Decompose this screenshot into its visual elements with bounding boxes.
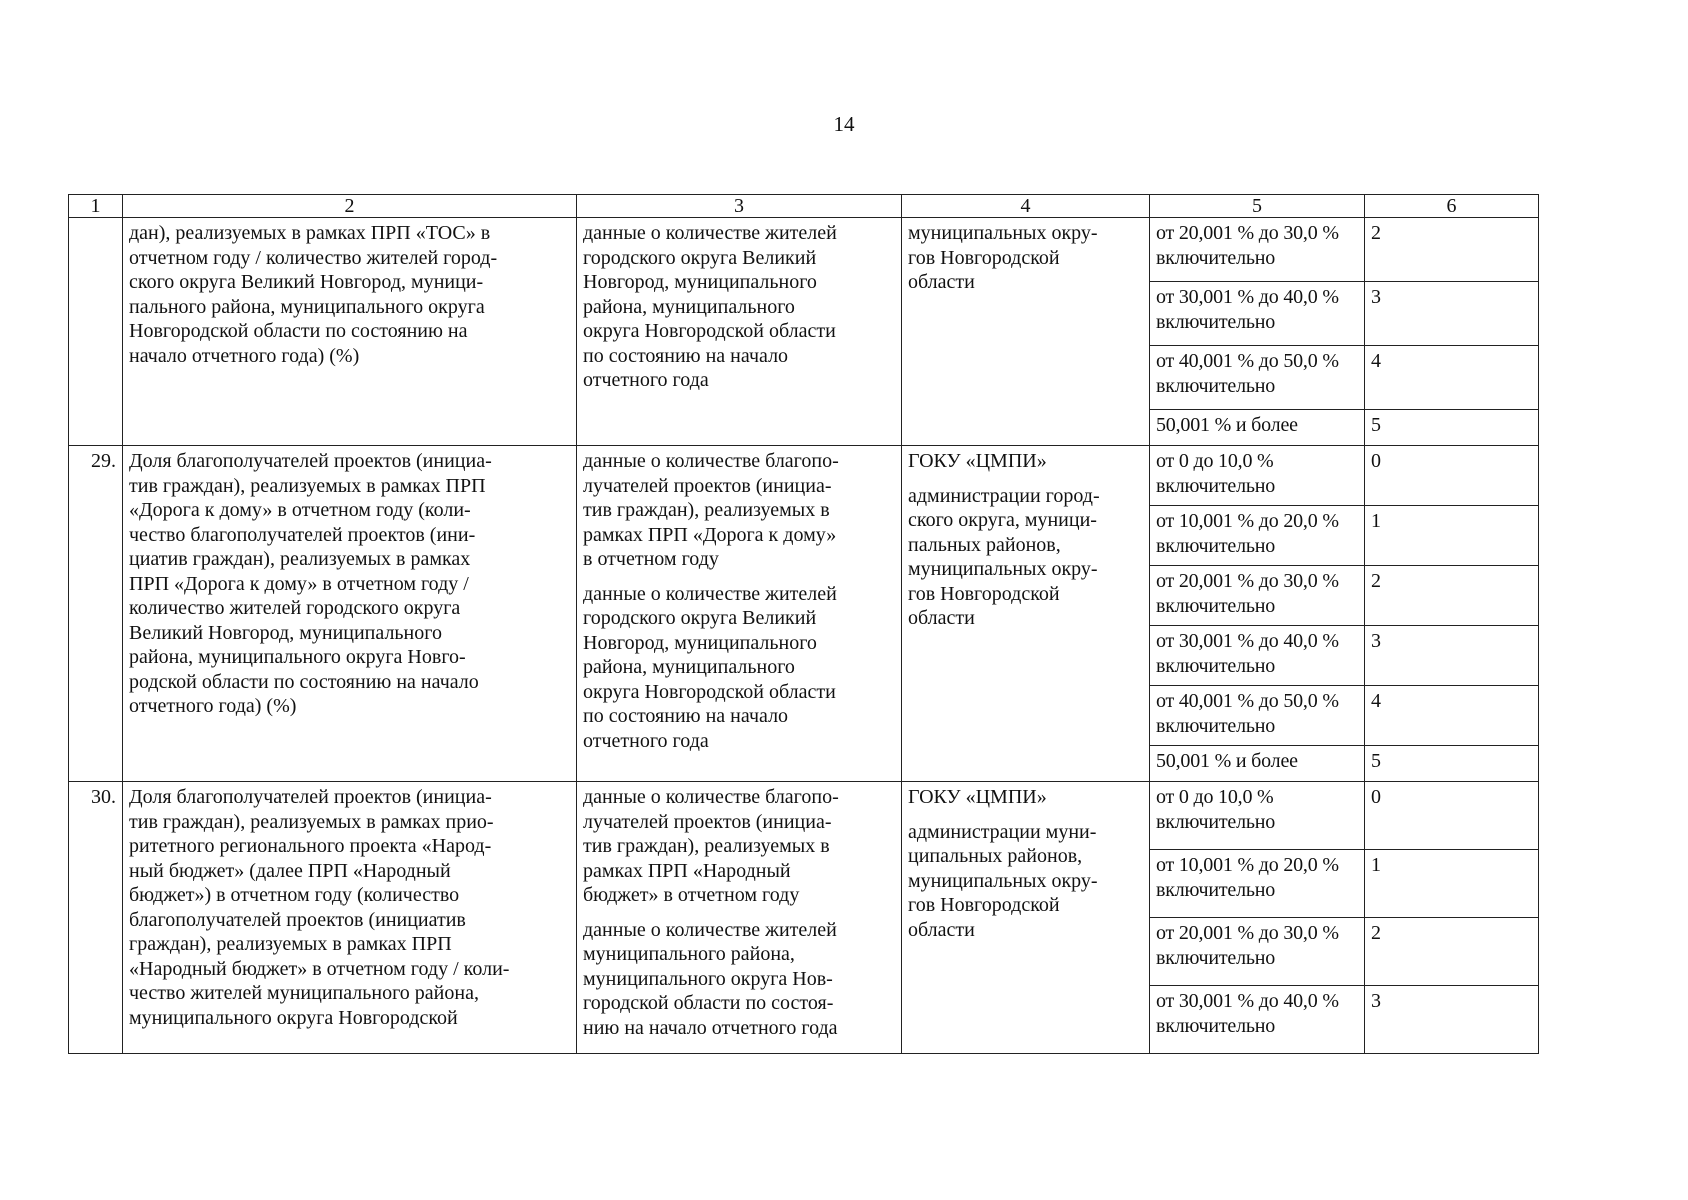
score-value: 4: [1365, 346, 1539, 410]
criteria-table: [68, 194, 1539, 1054]
responsible-body: [902, 782, 1150, 1054]
score-value: 4: [1365, 686, 1539, 746]
value-range: от 10,001 % до 20,0 % включительно: [1150, 506, 1365, 566]
row-number: 30.: [69, 782, 123, 1054]
row-number: 29.: [69, 446, 123, 782]
score-value: 2: [1365, 218, 1539, 282]
data-source: [577, 782, 902, 1054]
value-range: от 20,001 % до 30,0 % включительно: [1150, 918, 1365, 986]
responsible-paragraph: администрации город- ского округа, муници- пальных районов, муниципальных окру- гов Новгородской области: [908, 484, 1100, 629]
indicator-description: Доля благополучателей проектов (инициа- тив граждан), реализуемых в рамках ПРП «Дорога к дому» в отчетном году (коли- чество благополучателей проектов (ини- циатив граждан), реализуемых в рамках ПРП «Дорога к дому» в отчетном году / количество жителей городского округа Великий Новгород, муниципального района, муниципального округа Новго- родской области по состоянию на начало отчетного года) (%): [123, 446, 577, 782]
data-source-paragraph: данные о количестве благопо- лучателей проектов (инициа- тив граждан), реализуемых в рамках ПРП «Дорога к дому» в отчетном году: [583, 450, 839, 570]
value-range: 50,001 % и более: [1150, 410, 1365, 446]
score-value: 5: [1365, 410, 1539, 446]
value-range: от 20,001 % до 30,0 % включительно: [1150, 218, 1365, 282]
value-range: от 30,001 % до 40,0 % включительно: [1150, 626, 1365, 686]
table-header: [69, 195, 1539, 218]
value-range: от 40,001 % до 50,0 % включительно: [1150, 686, 1365, 746]
table-row: [69, 218, 1539, 282]
score-value: 5: [1365, 746, 1539, 782]
responsible-paragraph: муниципальных окру- гов Новгородской области: [908, 222, 1098, 293]
responsible-paragraph: ГОКУ «ЦМПИ»: [908, 786, 1047, 808]
score-value: 0: [1365, 782, 1539, 850]
value-range: от 0 до 10,0 % включительно: [1150, 782, 1365, 850]
column-header-2: 2: [123, 195, 577, 218]
column-header-1: 1: [69, 195, 123, 218]
score-value: 2: [1365, 918, 1539, 986]
score-value: 3: [1365, 282, 1539, 346]
responsible-paragraph: администрации муни- ципальных районов, муниципальных окру- гов Новгородской области: [908, 820, 1098, 941]
value-range: от 0 до 10,0 % включительно: [1150, 446, 1365, 506]
responsible-body: [902, 446, 1150, 782]
table-row: [69, 446, 1539, 506]
table-row: [69, 782, 1539, 850]
score-value: 3: [1365, 986, 1539, 1054]
value-range: 50,001 % и более: [1150, 746, 1365, 782]
value-range: от 40,001 % до 50,0 % включительно: [1150, 346, 1365, 410]
data-source: [577, 218, 902, 446]
data-source: [577, 446, 902, 782]
score-value: 1: [1365, 850, 1539, 918]
responsible-paragraph: ГОКУ «ЦМПИ»: [908, 450, 1047, 472]
score-value: 3: [1365, 626, 1539, 686]
data-source-paragraph: данные о количестве жителей муниципального района, муниципального округа Нов- городской области по состоя- нию на начало отчетного года: [583, 918, 838, 1039]
column-header-3: 3: [577, 195, 902, 218]
page-number: 14: [833, 112, 855, 136]
responsible-body: [902, 218, 1150, 446]
indicator-description: Доля благополучателей проектов (инициа- тив граждан), реализуемых в рамках прио- ритетного регионального проекта «Народ- ный бюджет» (далее ПРП «Народный бюджет») в отчетном году (количество благополучателей проектов (инициатив граждан), реализуемых в рамках ПРП «Народный бюджет» в отчетном году / коли- чество жителей муниципального района, муниципального округа Новгородской: [123, 782, 577, 1054]
data-source-paragraph: данные о количестве жителей городского округа Великий Новгород, муниципального района, муниципального округа Новгородской области по состоянию на начало отчетного года: [583, 222, 837, 391]
indicator-description: дан), реализуемых в рамках ПРП «ТОС» в отчетном году / количество жителей город- ского округа Великий Новгород, муници- пального района, муниципального округа Новгородской области по состоянию на начало отчетного года) (%): [123, 218, 577, 446]
column-header-5: 5: [1150, 195, 1365, 218]
score-value: 0: [1365, 446, 1539, 506]
data-source-paragraph: данные о количестве благопо- лучателей проектов (инициа- тив граждан), реализуемых в рамках ПРП «Народный бюджет» в отчетном году: [583, 786, 839, 906]
data-source-paragraph: данные о количестве жителей городского округа Великий Новгород, муниципального района, муниципального округа Новгородской области по состоянию на начало отчетного года: [583, 582, 837, 752]
header-row: [69, 195, 1539, 218]
value-range: от 30,001 % до 40,0 % включительно: [1150, 986, 1365, 1054]
column-header-6: 6: [1365, 195, 1539, 218]
column-header-4: 4: [902, 195, 1150, 218]
value-range: от 30,001 % до 40,0 % включительно: [1150, 282, 1365, 346]
value-range: от 10,001 % до 20,0 % включительно: [1150, 850, 1365, 918]
row-number: [69, 218, 123, 446]
table-body: [69, 218, 1539, 1054]
score-value: 1: [1365, 506, 1539, 566]
value-range: от 20,001 % до 30,0 % включительно: [1150, 566, 1365, 626]
score-value: 2: [1365, 566, 1539, 626]
